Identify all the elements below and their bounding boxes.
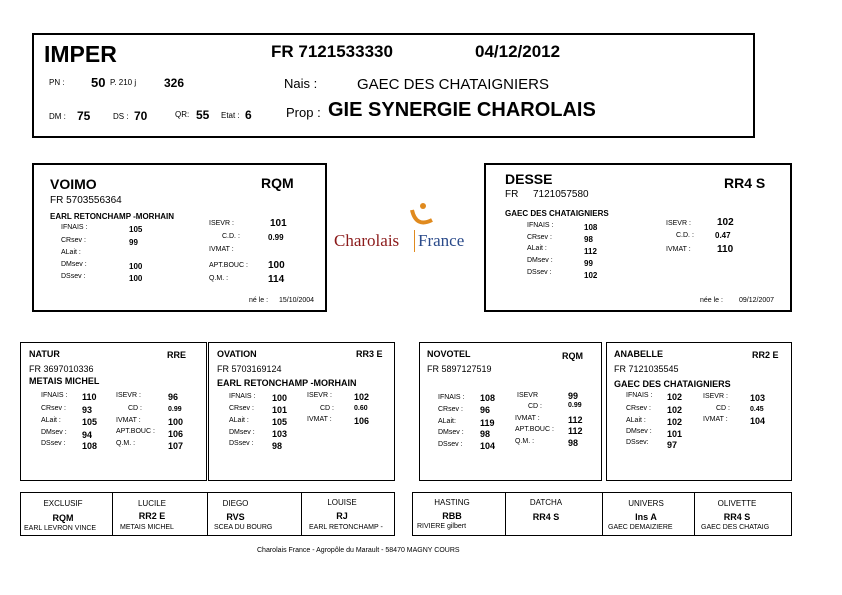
dam-dmsev-label: DMsev :	[527, 257, 553, 264]
gp-name: ANABELLE	[614, 349, 663, 359]
grandparent-panel	[208, 342, 395, 481]
ancestor-name: LUCILE	[137, 499, 166, 508]
dm-label: DM :	[49, 112, 66, 121]
gp-ivmat-value: 106	[354, 416, 370, 426]
etat-value: 6	[245, 108, 252, 122]
grandparent-panel	[606, 342, 792, 481]
gp-aptbouc-value: 112	[568, 426, 583, 436]
sire-aptbouc-value: 100	[268, 260, 285, 271]
gp-qm-label: Q.M. :	[515, 438, 535, 445]
gp-dssev-label: DSsev :	[229, 440, 254, 447]
gp-isevr-value: 99	[568, 391, 579, 401]
ancestor-grade: RR2 E	[138, 511, 166, 521]
prop-value: GIE SYNERGIE CHAROLAIS	[328, 99, 596, 121]
gp-dmsev-label: DMsev :	[229, 429, 255, 436]
gp-ifnais-label: IFNAIS :	[229, 393, 256, 400]
ancestor-grade: RBB	[442, 511, 462, 521]
sire-aptbouc-label: APT.BOUC :	[209, 262, 248, 269]
sire-qm-label: Q.M. :	[209, 275, 229, 282]
logo-word-france: France	[418, 231, 465, 250]
gp-ifnais-value: 100	[272, 393, 288, 403]
gp-dmsev-value: 98	[480, 429, 491, 439]
etat-label: Etat :	[221, 111, 240, 120]
gp-ivmat-value: 104	[750, 416, 766, 426]
gp-cd-label: CD :	[528, 403, 542, 410]
gp-breeder: GAEC DES CHATAIGNIERS	[614, 379, 731, 389]
gp-cd-value: 0.45	[750, 406, 764, 413]
ancestor-grade: RR4 S	[723, 512, 751, 522]
gp-aptbouc-label: APT.BOUC :	[116, 428, 155, 435]
gp-name: OVATION	[217, 349, 257, 359]
animal-name: IMPER	[44, 41, 117, 67]
gp-dssev-value: 98	[272, 441, 283, 451]
prop-label: Prop :	[286, 105, 321, 120]
gp-breeder: EARL RETONCHAMP -MORHAIN	[217, 378, 357, 388]
ancestor-group	[20, 492, 395, 536]
gp-isevr-label: ISEVR :	[703, 393, 728, 400]
dam-breeder: GAEC DES CHATAIGNIERS	[505, 209, 609, 218]
gp-alait-label: ALait :	[626, 417, 646, 424]
gp-cd-label: CD :	[716, 405, 730, 412]
gp-dssev-value: 104	[480, 441, 496, 451]
gp-isevr-value: 96	[168, 392, 179, 402]
gp-grade: RR2 E	[752, 350, 779, 360]
gp-ifnais-label: IFNAIS :	[438, 394, 465, 401]
gp-alait-value: 105	[82, 417, 98, 427]
logo-swoosh-icon	[408, 202, 438, 232]
dam-panel	[484, 163, 792, 312]
ancestor-owner: SCEA DU BOURG	[214, 524, 273, 531]
sire-isevr-label: ISEVR :	[209, 220, 234, 227]
sire-ifnais-label: IFNAIS :	[61, 224, 88, 231]
dm-value: 75	[77, 109, 91, 123]
sire-ivmat-label: IVMAT :	[209, 246, 234, 253]
gp-isevr-label: ISEVR	[517, 392, 539, 399]
dam-name: DESSE	[505, 171, 553, 187]
gp-dmsev-value: 103	[272, 429, 288, 439]
nais-value: GAEC DES CHATAIGNIERS	[357, 76, 549, 93]
qr-value: 55	[196, 108, 210, 122]
gp-dmsev-label: DMsev :	[438, 429, 464, 436]
gp-id: FR 5897127519	[427, 364, 492, 374]
ancestor-owner: RIVIERE gilbert	[417, 523, 467, 530]
gp-alait-label: ALait:	[438, 418, 456, 425]
dam-isevr-label: ISEVR :	[666, 220, 691, 227]
ancestor-owner: METAIS MICHEL	[120, 524, 174, 531]
gp-alait-label: ALait :	[229, 417, 249, 424]
ancestor-group	[412, 492, 792, 536]
sire-dmsev-value: 100	[129, 262, 143, 271]
sire-panel	[32, 163, 327, 312]
gp-ifnais-label: IFNAIS :	[41, 392, 68, 399]
animal-id: FR 7121533330	[271, 42, 393, 61]
dam-cd-label: C.D. :	[676, 232, 694, 239]
dam-grade: RR4 S	[724, 175, 766, 191]
gp-qm-value: 98	[568, 438, 579, 448]
dam-ivmat-value: 110	[717, 244, 734, 255]
dam-birth-label: née le :	[700, 297, 723, 304]
ancestor-grade: RJ	[336, 511, 348, 521]
gp-dmsev-label: DMsev :	[626, 428, 652, 435]
gp-id: FR 3697010336	[29, 364, 94, 374]
gp-isevr-value: 102	[354, 392, 370, 402]
p210-label: P. 210 j	[110, 78, 137, 87]
gp-cd-label: CD :	[128, 405, 142, 412]
ancestor-owner: EARL RETONCHAMP -	[309, 524, 383, 531]
dam-ifnais-label: IFNAIS :	[527, 222, 554, 229]
gp-name: NATUR	[29, 349, 60, 359]
gp-crsev-label: CRsev :	[438, 406, 463, 413]
sire-name: VOIMO	[50, 176, 97, 192]
gp-qm-value: 107	[168, 441, 184, 451]
pn-value: 50	[91, 75, 106, 90]
gp-crsev-label: CRsev :	[41, 405, 66, 412]
gp-breeder: METAIS MICHEL	[29, 376, 100, 386]
sire-birth-value: 15/10/2004	[279, 297, 315, 304]
ancestor-name: HASTING	[434, 498, 470, 507]
ancestor-grade: Ins A	[635, 512, 657, 522]
sire-dmsev-label: DMsev :	[61, 261, 87, 268]
sire-ifnais-value: 105	[129, 225, 143, 234]
logo-divider	[414, 230, 415, 252]
dam-dssev-label: DSsev :	[527, 269, 552, 276]
gp-ivmat-value: 100	[168, 417, 184, 427]
gp-ifnais-value: 102	[667, 392, 683, 402]
gp-alait-value: 105	[272, 417, 288, 427]
gp-dssev-label: DSsev :	[41, 440, 66, 447]
gp-cd-value: 0.99	[168, 406, 182, 413]
dam-birth-value: 09/12/2007	[739, 297, 775, 304]
ancestor-name: UNIVERS	[628, 499, 664, 508]
ancestor-name: DIEGO	[222, 499, 249, 508]
gp-ivmat-label: IVMAT :	[116, 417, 141, 424]
pn-label: PN :	[49, 78, 65, 87]
sire-isevr-value: 101	[270, 218, 287, 229]
gp-grade: RQM	[562, 351, 583, 361]
ancestor-grade: RVS	[226, 512, 245, 522]
dam-isevr-value: 102	[717, 217, 734, 228]
nais-label: Nais :	[284, 76, 318, 91]
gp-isevr-label: ISEVR :	[116, 392, 141, 399]
gp-dmsev-value: 101	[667, 429, 683, 439]
ancestor-name: OLIVETTE	[717, 499, 757, 508]
ancestor-grade: RR4 S	[532, 512, 560, 522]
gp-dmsev-label: DMsev :	[41, 429, 67, 436]
gp-crsev-value: 96	[480, 405, 491, 415]
dam-crsev-label: CRsev :	[527, 234, 552, 241]
gp-crsev-value: 93	[82, 405, 93, 415]
dam-alait-label: ALait :	[527, 245, 547, 252]
gp-aptbouc-label: APT.BOUC :	[515, 426, 554, 433]
gp-dssev-label: DSsev :	[438, 441, 463, 448]
grandparent-panel	[419, 342, 602, 481]
gp-dmsev-value: 94	[82, 430, 93, 440]
gp-crsev-value: 102	[667, 405, 683, 415]
gp-qm-label: Q.M. :	[116, 440, 136, 447]
sire-crsev-value: 99	[129, 238, 138, 247]
ancestor-owner: EARL LEVRON VINCE	[24, 525, 97, 532]
p210-value: 326	[164, 76, 185, 90]
charolais-france-logo	[334, 206, 474, 256]
logo-word-charolais: Charolais	[334, 231, 400, 250]
gp-ifnais-value: 110	[82, 392, 97, 402]
report-date: 04/12/2012	[475, 42, 561, 61]
dam-alait-value: 112	[584, 247, 597, 256]
ancestor-owner: GAEC DES CHATAIG	[701, 524, 770, 531]
ds-value: 70	[134, 109, 148, 123]
gp-grade: RRE	[167, 350, 187, 360]
ds-label: DS :	[113, 112, 129, 121]
gp-isevr-value: 103	[750, 393, 766, 403]
dam-id-prefix: FR	[505, 189, 519, 200]
dam-cd-value: 0.47	[715, 231, 731, 240]
sire-id: FR 5703556364	[50, 195, 122, 206]
sire-dssev-value: 100	[129, 274, 143, 283]
sire-birth-label: né le :	[249, 297, 269, 304]
sire-cd-value: 0.99	[268, 233, 284, 242]
ancestor-name: DATCHA	[529, 498, 563, 507]
header-panel	[32, 33, 755, 138]
ancestor-grade: RQM	[52, 513, 74, 523]
gp-isevr-label: ISEVR :	[307, 392, 332, 399]
gp-crsev-value: 101	[272, 405, 288, 415]
gp-alait-value: 119	[480, 418, 495, 428]
gp-crsev-label: CRsev :	[626, 405, 651, 412]
ancestor-name: LOUISE	[327, 498, 357, 507]
gp-dssev-label: DSsev:	[626, 439, 649, 446]
dam-dmsev-value: 99	[584, 259, 593, 268]
sire-qm-value: 114	[268, 274, 285, 285]
dam-id: 7121057580	[533, 189, 589, 200]
gp-cd-label: CD :	[320, 405, 334, 412]
dam-crsev-value: 98	[584, 235, 593, 244]
gp-ivmat-label: IVMAT :	[307, 416, 332, 423]
gp-dssev-value: 97	[667, 440, 678, 450]
gp-id: FR 5703169124	[217, 364, 282, 374]
sire-cd-label: C.D. :	[222, 233, 240, 240]
sire-dssev-label: DSsev :	[61, 273, 86, 280]
dam-ifnais-value: 108	[584, 223, 598, 232]
qr-label: QR:	[175, 110, 190, 119]
sire-alait-label: ALait :	[61, 249, 81, 256]
gp-alait-label: ALait :	[41, 417, 61, 424]
gp-crsev-label: CRsev :	[229, 405, 254, 412]
gp-dssev-value: 108	[82, 441, 98, 451]
gp-id: FR 7121035545	[614, 364, 679, 374]
grandparent-panel	[20, 342, 207, 481]
gp-aptbouc-value: 106	[168, 429, 184, 439]
gp-name: NOVOTEL	[427, 349, 471, 359]
gp-ivmat-label: IVMAT :	[703, 416, 728, 423]
dam-dssev-value: 102	[584, 271, 598, 280]
gp-cd-value: 0.99	[568, 402, 582, 409]
sire-grade: RQM	[261, 175, 294, 191]
gp-ivmat-value: 112	[568, 415, 583, 425]
footer-address: Charolais France - Agropôle du Marault - 58470 MAGNY COURS	[257, 547, 460, 554]
dam-ivmat-label: IVMAT :	[666, 246, 691, 253]
gp-alait-value: 102	[667, 417, 683, 427]
sire-breeder: EARL RETONCHAMP -MORHAIN	[50, 212, 175, 221]
gp-ifnais-label: IFNAIS :	[626, 392, 653, 399]
gp-ivmat-label: IVMAT :	[515, 415, 540, 422]
gp-cd-value: 0.60	[354, 405, 368, 412]
gp-ifnais-value: 108	[480, 393, 496, 403]
sire-crsev-label: CRsev :	[61, 237, 86, 244]
ancestor-owner: GAEC DEMAIZIERE	[608, 524, 673, 531]
ancestor-name: EXCLUSIF	[43, 499, 83, 508]
gp-grade: RR3 E	[356, 349, 383, 359]
